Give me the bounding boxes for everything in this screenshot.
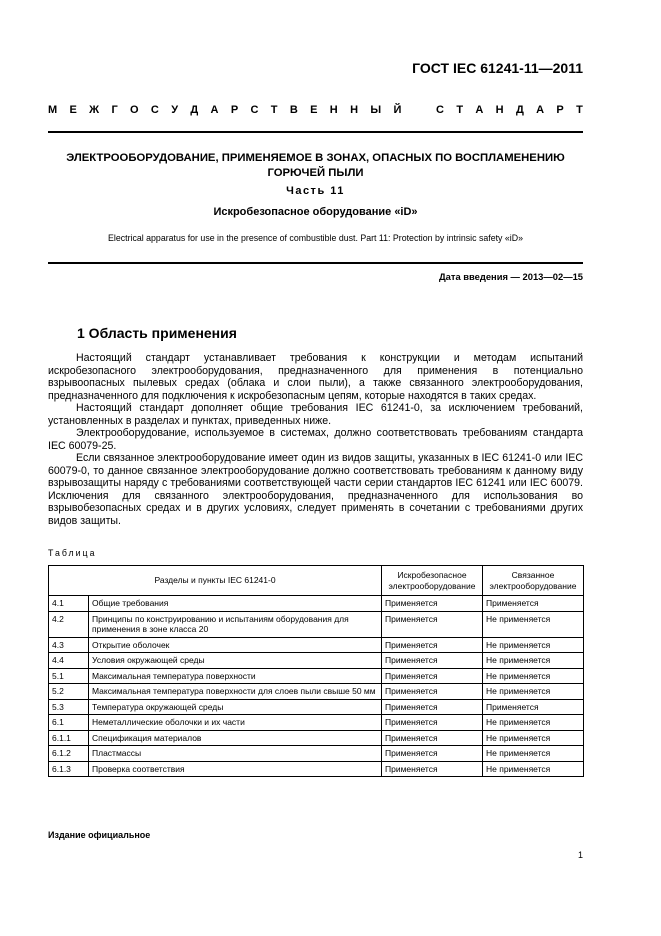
table-row <box>49 611 584 637</box>
introduction-date: Дата введения — 2013—02—15 <box>438 271 583 282</box>
row-intrinsic: Применяется <box>382 746 483 762</box>
row-associated: Не применяется <box>483 730 584 746</box>
row-intrinsic: Применяется <box>382 596 483 612</box>
applicability-table <box>48 565 584 777</box>
heading-letter: А <box>475 104 484 116</box>
heading-letter: Т <box>270 104 278 116</box>
section-body <box>48 352 583 527</box>
row-number: 4.2 <box>49 611 89 637</box>
row-associated: Не применяется <box>483 746 584 762</box>
row-associated: Не применяется <box>483 715 584 731</box>
heading-letter: Н <box>329 104 338 116</box>
row-number: 6.1.3 <box>49 761 89 777</box>
heading-letter: В <box>289 104 298 116</box>
row-name: Условия окружающей среды <box>89 653 382 669</box>
heading-letter: Т <box>456 104 464 116</box>
english-title: Electrical apparatus for use in the presence of combustible dust. Part 11: Protection by intrinsic safety «iD» <box>108 233 523 243</box>
heading-letter: А <box>210 104 219 116</box>
heading-letter: Е <box>310 104 318 116</box>
heading-letter: Н <box>350 104 359 116</box>
part-label: Часть 11 <box>286 185 345 197</box>
row-number: 6.1.2 <box>49 746 89 762</box>
heading-letter: А <box>536 104 545 116</box>
table-row <box>49 746 584 762</box>
row-associated: Не применяется <box>483 668 584 684</box>
row-intrinsic: Применяется <box>382 637 483 653</box>
row-number: 4.1 <box>49 596 89 612</box>
row-number: 4.3 <box>49 637 89 653</box>
paragraph: Настоящий стандарт дополняет общие требования IEC 61241-0, за исключением требований, установленных в разделах и пунктах, приведенных ниже. <box>48 402 583 427</box>
heading-letter: Р <box>230 104 239 116</box>
heading-letter: Д <box>515 104 524 116</box>
heading-letter: Е <box>69 104 77 116</box>
table-row <box>49 637 584 653</box>
heading-letter: Р <box>556 104 564 116</box>
heading-letter: Ж <box>89 104 100 116</box>
heading-letter: Ы <box>370 104 382 116</box>
row-associated: Не применяется <box>483 637 584 653</box>
row-associated: Применяется <box>483 699 584 715</box>
paragraph: Если связанное электрооборудование имеет один из видов защиты, указанных в IEC 61241-0 или IEC 60079-0, то данное связанное электрооборудование должно соответствовать требованиям к данному виду взрывозащиты наряду с требованиями соответствующей части серии стандартов IEC 61241 или IEC 60079. Исключения для связанного электрооборудования, предназначенного для использования во взрывобезопасных средах и в других условиях, следует применять в сочетании с требованиями других видов защиты. <box>48 452 583 527</box>
table-row <box>49 668 584 684</box>
row-number: 5.3 <box>49 699 89 715</box>
table-header-row <box>49 566 584 596</box>
row-intrinsic: Применяется <box>382 761 483 777</box>
table-row <box>49 715 584 731</box>
row-number: 5.2 <box>49 684 89 700</box>
row-name: Общие требования <box>89 596 382 612</box>
row-name: Спецификация материалов <box>89 730 382 746</box>
heading-letter: Д <box>190 104 199 116</box>
row-intrinsic: Применяется <box>382 715 483 731</box>
row-number: 5.1 <box>49 668 89 684</box>
header-associated: Связанное электрооборудование <box>483 566 584 596</box>
paragraph: Электрооборудование, используемое в системах, должно соответствовать требованиям стандарта IEC 60079-25. <box>48 427 583 452</box>
bottom-divider <box>48 262 583 264</box>
row-intrinsic: Применяется <box>382 668 483 684</box>
table-label: Таблица <box>48 548 97 558</box>
row-number: 6.1 <box>49 715 89 731</box>
heading-letter: Г <box>111 104 118 116</box>
row-intrinsic: Применяется <box>382 653 483 669</box>
header-intrinsic: Искробезопасное электрооборудование <box>382 566 483 596</box>
document-title: ЭЛЕКТРООБОРУДОВАНИЕ, ПРИМЕНЯЕМОЕ В ЗОНАХ, ОПАСНЫХ ПО ВОСПЛАМЕНЕНИЮ ГОРЮЧЕЙ ПЫЛИ <box>66 152 565 179</box>
document-code: ГОСТ IEC 61241-11—2011 <box>412 60 583 76</box>
row-name: Максимальная температура поверхности <box>89 668 382 684</box>
page-number: 1 <box>577 850 583 860</box>
row-associated: Не применяется <box>483 761 584 777</box>
row-name: Пластмассы <box>89 746 382 762</box>
row-name: Максимальная температура поверхности для слоев пыли свыше 50 мм <box>89 684 382 700</box>
heading-letter: Н <box>495 104 504 116</box>
row-intrinsic: Применяется <box>382 699 483 715</box>
heading-letter: С <box>436 104 444 116</box>
row-name: Принципы по конструированию и испытаниям оборудования для применения в зоне класса 20 <box>89 611 382 637</box>
row-associated: Не применяется <box>483 611 584 637</box>
document-subtitle: Искробезопасное оборудование «iD» <box>213 206 418 218</box>
heading-letter: С <box>250 104 259 116</box>
table-row <box>49 761 584 777</box>
table-row <box>49 653 584 669</box>
row-number: 4.4 <box>49 653 89 669</box>
letter-gap <box>414 104 424 116</box>
table-row <box>49 596 584 612</box>
row-number: 6.1.1 <box>49 730 89 746</box>
row-name: Неметаллические оболочки и их части <box>89 715 382 731</box>
heading-letter: С <box>150 104 159 116</box>
row-name: Открытие оболочек <box>89 637 382 653</box>
heading-letter: Й <box>393 104 402 116</box>
row-intrinsic: Применяется <box>382 730 483 746</box>
paragraph: Настоящий стандарт устанавливает требования к конструкции и методам испытаний искробезопасного электрооборудования, предназначенного для применения в потенциально взрывоопасных пылевых средах (облака и слои пыли), а также связанного электрооборудования, предназначенного для подключения к искробезопасным цепям, которые находятся в таких средах. <box>48 352 583 402</box>
row-name: Проверка соответствия <box>89 761 382 777</box>
standard-kind-heading <box>48 104 583 116</box>
row-intrinsic: Применяется <box>382 611 483 637</box>
table-row <box>49 699 584 715</box>
top-divider <box>48 131 583 133</box>
section-heading: 1 Область применения <box>77 325 237 341</box>
heading-letter: О <box>130 104 139 116</box>
row-associated: Применяется <box>483 596 584 612</box>
official-edition-note: Издание официальное <box>48 830 151 840</box>
row-associated: Не применяется <box>483 684 584 700</box>
heading-letter: Т <box>576 104 583 116</box>
table-row <box>49 684 584 700</box>
row-intrinsic: Применяется <box>382 684 483 700</box>
heading-letter: М <box>48 104 58 116</box>
row-associated: Не применяется <box>483 653 584 669</box>
heading-letter: У <box>171 104 179 116</box>
row-name: Температура окружающей среды <box>89 699 382 715</box>
table-row <box>49 730 584 746</box>
header-sections: Разделы и пункты IEC 61241-0 <box>49 566 382 596</box>
